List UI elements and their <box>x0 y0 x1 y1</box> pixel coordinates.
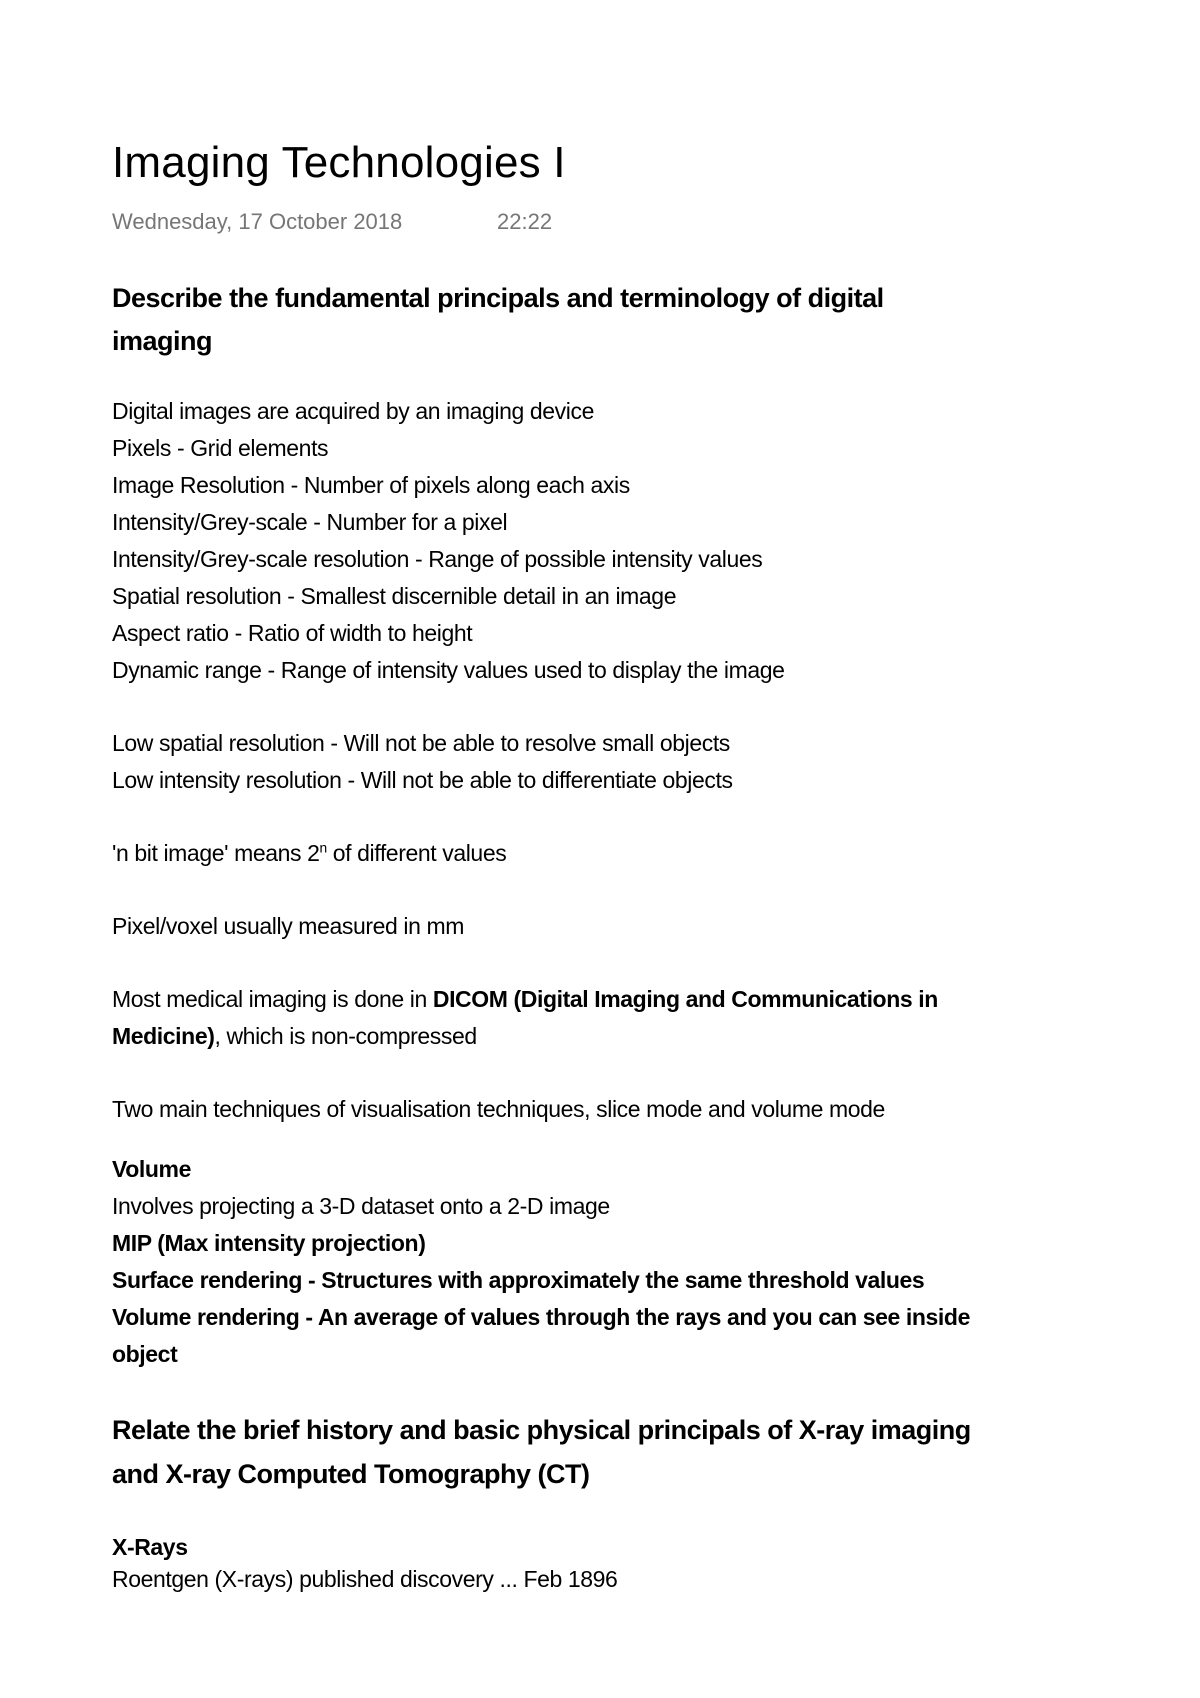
page-date: Wednesday, 17 October 2018 <box>112 209 403 234</box>
section-heading-xray-line1: Relate the brief history and basic physical principals of X-ray imaging <box>112 1415 971 1445</box>
dicom-suffix: , which is non-compressed <box>214 1023 477 1049</box>
dicom-term-cont: Medicine) <box>112 1023 215 1049</box>
dicom-line1 <box>112 988 938 1011</box>
low-resolution-line: Low spatial resolution - Will not be able to resolve small objects <box>112 730 730 756</box>
volume-rendering-line1: Volume rendering - An average of values through the rays and you can see inside <box>112 1304 970 1330</box>
section-heading-xray-line2: and X-ray Computed Tomography (CT) <box>112 1459 590 1489</box>
clipped-text-line <box>112 1566 1012 1592</box>
definition-line: Intensity/Grey-scale resolution - Range of possible intensity values <box>112 546 763 572</box>
clipped-line-text: Roentgen (X-rays) published discovery ... Feb 1896 <box>112 1566 618 1592</box>
techniques-line: Two main techniques of visualisation techniques, slice mode and volume mode <box>112 1096 885 1122</box>
definition-line: Spatial resolution - Smallest discernible detail in an image <box>112 583 677 609</box>
section-heading-digital-imaging-line2: imaging <box>112 326 213 356</box>
page-time: 22:22 <box>497 209 553 234</box>
voxel-line: Pixel/voxel usually measured in mm <box>112 913 464 939</box>
definition-line: Digital images are acquired by an imaging device <box>112 398 594 424</box>
nbit-suffix: of different values <box>326 840 507 866</box>
nbit-exponent: n <box>319 840 327 856</box>
definition-line: Dynamic range - Range of intensity values used to display the image <box>112 657 785 683</box>
volume-description: Involves projecting a 3-D dataset onto a 2-D image <box>112 1193 610 1219</box>
dicom-prefix: Most medical imaging is done in <box>112 986 433 1012</box>
volume-rendering-line2: object <box>112 1341 178 1367</box>
mip-line: MIP (Max intensity projection) <box>112 1230 426 1256</box>
xrays-heading: X-Rays <box>112 1534 188 1560</box>
definition-line: Aspect ratio - Ratio of width to height <box>112 620 473 646</box>
nbit-prefix: 'n bit image' means 2 <box>112 840 320 866</box>
low-resolution-line: Low intensity resolution - Will not be able to differentiate objects <box>112 767 733 793</box>
volume-heading: Volume <box>112 1156 191 1182</box>
page-title: Imaging Technologies I <box>112 138 566 187</box>
dicom-term: DICOM (Digital Imaging and Communications in <box>432 986 938 1012</box>
section-heading-digital-imaging-line1: Describe the fundamental principals and terminology of digital <box>112 283 884 313</box>
definition-line: Image Resolution - Number of pixels along each axis <box>112 472 630 498</box>
nbit-line <box>112 842 506 865</box>
definition-line: Pixels - Grid elements <box>112 435 329 461</box>
definition-line: Intensity/Grey-scale - Number for a pixel <box>112 509 508 535</box>
dicom-line2 <box>112 1025 477 1048</box>
surface-rendering-line: Surface rendering - Structures with approximately the same threshold values <box>112 1267 925 1293</box>
